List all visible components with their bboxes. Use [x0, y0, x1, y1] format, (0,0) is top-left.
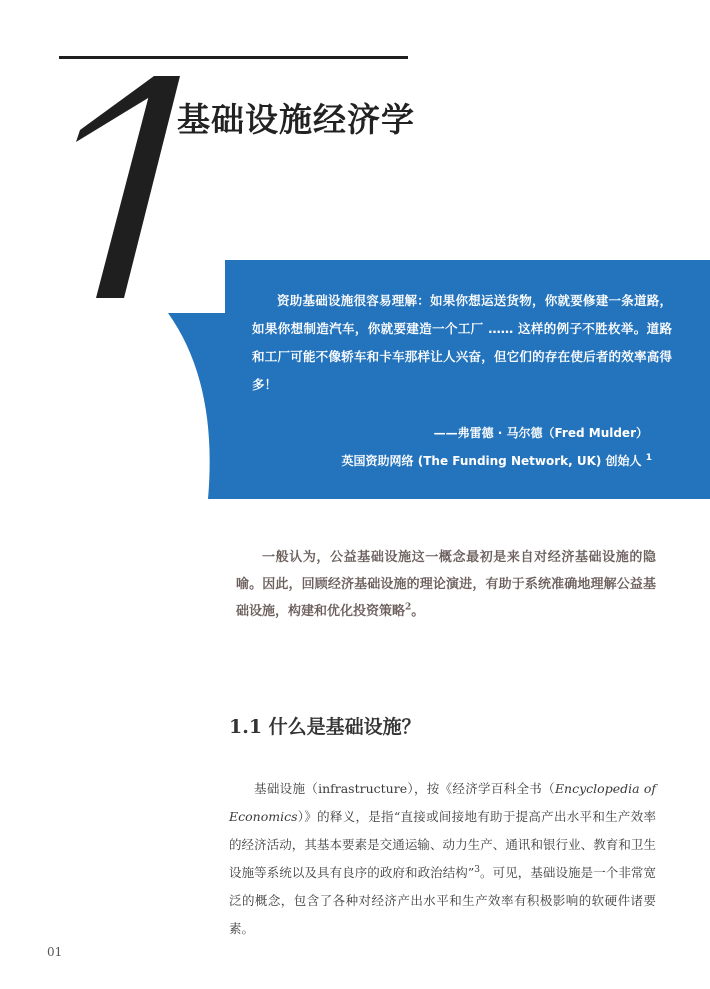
chapter-numeral: [62, 70, 192, 310]
page-number: 01: [47, 945, 63, 959]
body-part1: 基础设施（infrastructure），按《经济学百科全书（: [254, 781, 555, 796]
footnote-ref-1[interactable]: 1: [645, 453, 652, 463]
chapter-title: 基础设施经济学: [177, 100, 415, 139]
quote-tab-shape: [168, 313, 228, 499]
body-part3: 。可见，基础设施是一个非常宽泛的概念，包含了各种对经济产出水平和生产效率有积极影响的软硬件诸要素。: [229, 865, 656, 936]
body-part2: ）》的释义，是指“直接或间接地有助于提高产出水平和生产效率的经济活动，其基本要素是交通运输、动力生产、通讯和银行业、教育和卫生设施等系统以及具有良序的政府和政治结构”: [229, 809, 656, 880]
chapter-number: 1: [62, 70, 63, 71]
lead-paragraph: [236, 544, 656, 625]
section-heading: 1.1 什么是基础设施？: [229, 716, 421, 738]
quote-author: ——弗雷德 · 马尔德（Fred Mulder）: [433, 426, 648, 440]
footnote-ref-2[interactable]: 2: [405, 602, 412, 613]
body-paragraph: [229, 775, 656, 943]
book-title: Encyclopedia of Economics: [229, 781, 656, 824]
quote-affiliation: [342, 452, 652, 469]
lead-end: 。: [411, 604, 425, 619]
affiliation-text: 英国资助网络 (The Funding Network, UK) 创始人: [341, 454, 642, 468]
footnote-ref-3[interactable]: 3: [474, 864, 480, 875]
quote-text: 资助基础设施很容易理解：如果你想运送货物，你就要修建一条道路，如果你想制造汽车，你就要建造一个工厂 …… 这样的例子不胜枚举。道路和工厂可能不像轿车和卡车那样让人兴奋，但它们的存在使后者的效率高得多！: [252, 293, 672, 392]
lead-text: 一般认为，公益基础设施这一概念最初是来自对经济基础设施的隐喻。因此，回顾经济基础设施的理论演进，有助于系统准确地理解公益基础设施，构建和优化投资策略: [236, 550, 656, 619]
top-rule: [59, 56, 408, 59]
